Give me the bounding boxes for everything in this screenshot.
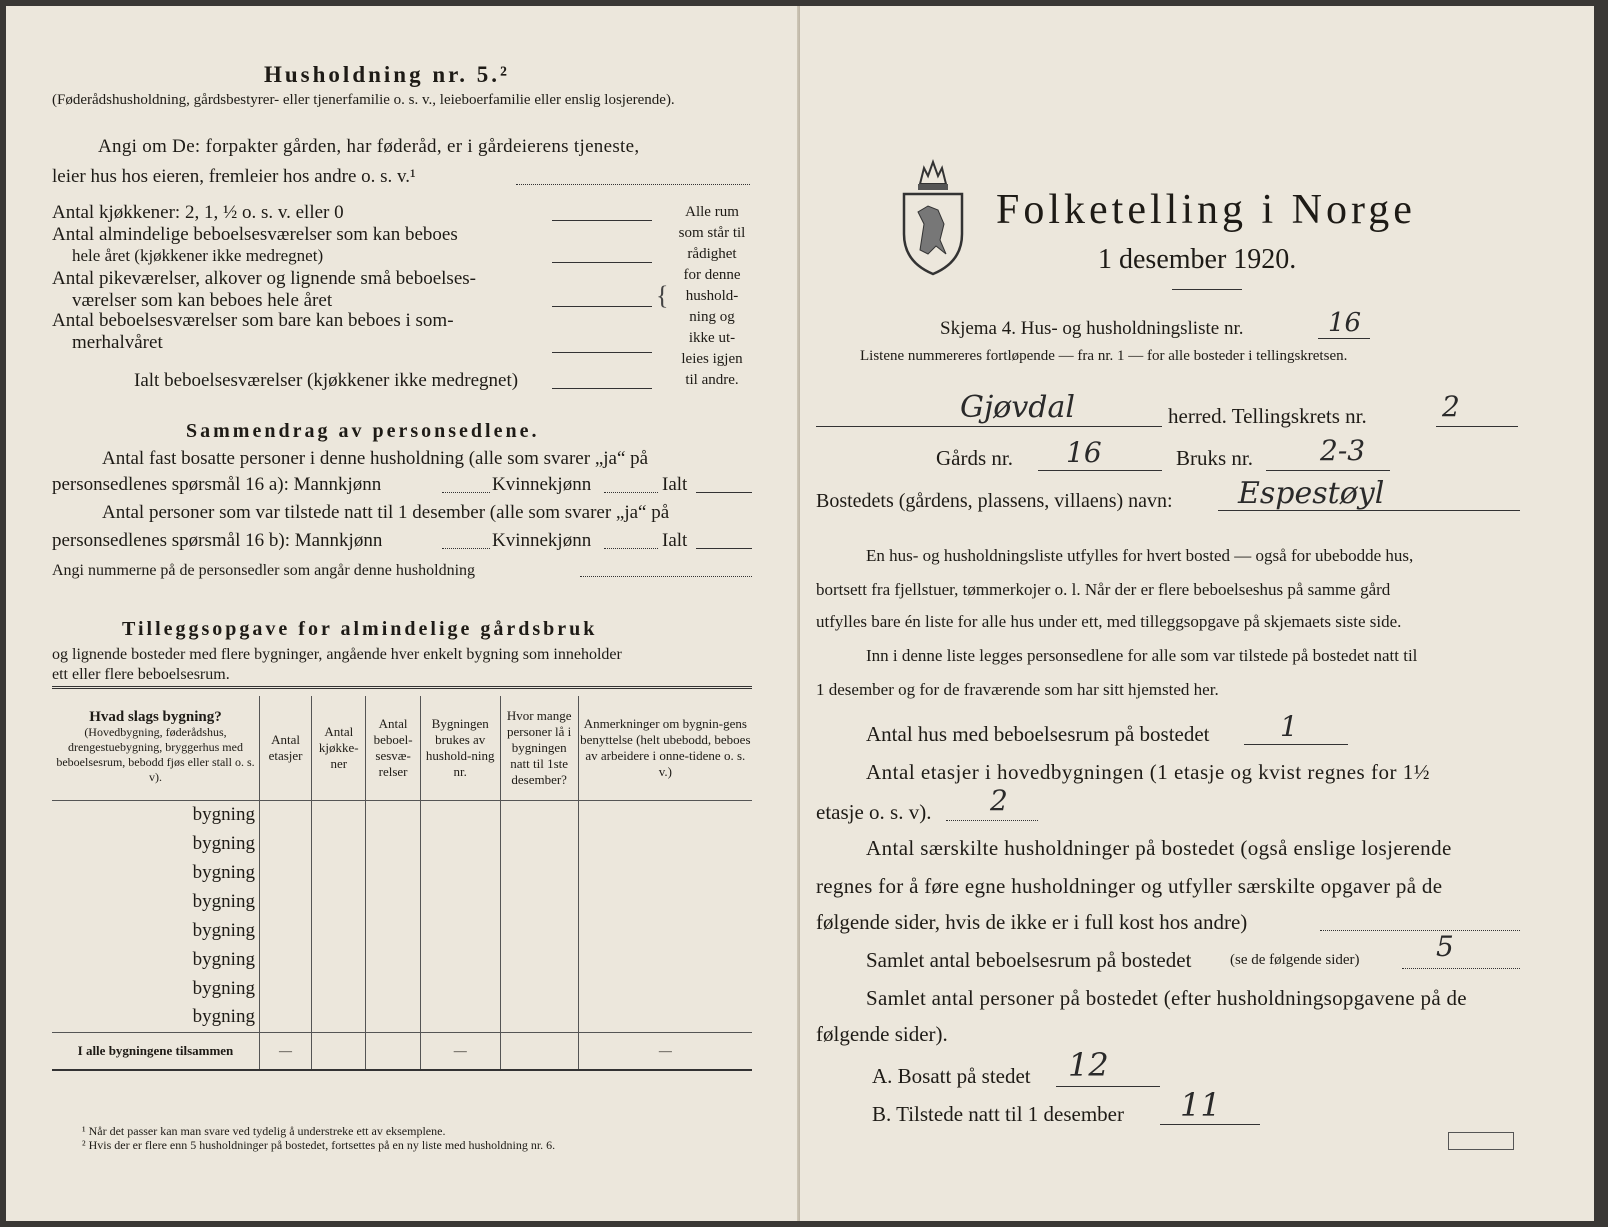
total-row-label: I alle bygningene tilsammen (77, 1042, 234, 1058)
row-label: bygning (192, 1006, 255, 1028)
etasjer-line2: etasje o. s. v). (816, 800, 932, 824)
th-building-type-note: (Hovedbygning, føderådshus, drengestuebygning, bryggerhus med beboelsesrum, bebodd fjøs eller stall o. s. v). (56, 725, 255, 785)
ialt-label-1: Ialt (662, 474, 688, 495)
th-building-type: Hvad slags bygning? (89, 709, 222, 726)
ialt-rooms-line: Ialt beboelsesværelser (kjøkkener ikke medregnet) (134, 370, 519, 391)
row-label: bygning (192, 803, 255, 825)
row-label: bygning (192, 977, 255, 999)
angi-line-2: leier hus hos eieren, fremleier hos andre o. s. v.¹ (52, 166, 416, 187)
total-etasjer: — (259, 1032, 311, 1070)
samlet-pers-line2: følgende sider). (816, 1022, 948, 1046)
para2-line2: 1 desember og for de fraværende som har sitt hjemsted her. (816, 680, 1219, 699)
para1-line2: bortsett fra fjellstuer, tømmerkojer o. l. Når der er flere beboelseshus på samme gård (816, 580, 1391, 599)
footnote-2: ² Hvis der er flere enn 5 husholdninger på bostedet, fortsettes på en ny liste med husholdning nr. 6. (82, 1138, 556, 1152)
tillegg-title: Tilleggsopgave for almindelige gårdsbruk (122, 618, 598, 640)
samlet-rum-note: (se de følgende sider) (1230, 952, 1360, 968)
row-label: bygning (192, 948, 255, 970)
tilstede-label: B. Tilstede natt til 1 desember (872, 1102, 1124, 1126)
tillegg-text-1: og lignende bosteder med flere bygninger, angående hver enkelt bygning som inneholder (52, 646, 622, 663)
samlet-rum-value: 5 (1436, 930, 1454, 963)
samlet-pers-line1: Samlet antal personer på bostedet (efter husholdningsopgavene på de (866, 986, 1467, 1010)
bruks-value: 2-3 (1320, 434, 1366, 467)
numbering-note: Listene nummereres fortløpende — fra nr. 1 — for alle bosteder i tellingskretsen. (860, 348, 1348, 364)
total-anmerkninger: — (578, 1032, 752, 1070)
samlet-rum-label: Samlet antal beboelsesrum på bostedet (866, 948, 1192, 972)
herred-value: Gjøvdal (960, 390, 1075, 425)
para1-line3: utfylles bare én liste for alle hus under ett, med tilleggsopgave på skjemaets siste side. (816, 612, 1402, 631)
saerskilte-line2: regnes for å føre egne husholdninger og utfyller særskilte opgaver på de (816, 874, 1443, 898)
bruks-label: Bruks nr. (1176, 446, 1254, 470)
krets-value: 2 (1442, 390, 1460, 423)
ialt-label-2: Ialt (662, 530, 688, 551)
total-husholdning: — (420, 1032, 500, 1070)
para1-line1: En hus- og husholdningsliste utfylles for hvert bosted — også for ubebodde hus, (866, 546, 1414, 565)
summary-title: Sammendrag av personsedlene. (186, 420, 540, 442)
saerskilte-line3: følgende sider, hvis de ikke er i full kost hos andre) (816, 910, 1248, 934)
kvinne-label-1: Kvinnekjønn (492, 474, 592, 495)
kitchens-line: Antal kjøkkener: 2, 1, ½ o. s. v. eller 0 (52, 202, 344, 223)
brace: { (656, 281, 669, 310)
gards-value: 16 (1066, 436, 1102, 469)
row-label: bygning (192, 890, 255, 912)
skjema-label: Skjema 4. Hus- og husholdningsliste nr. (940, 318, 1244, 339)
bosatt-value: 12 (1068, 1046, 1109, 1084)
hus-value: 1 (1280, 710, 1298, 743)
summary-line-1: Antal fast bosatte personer i denne husholdning (alle som svarer „ja“ på (102, 448, 649, 469)
building-table (52, 696, 752, 1071)
row-label: bygning (192, 861, 255, 883)
summary-line-4: Antal personer som var tilstede natt til 1 desember (alle som svarer „ja“ på (102, 502, 670, 523)
rooms-line-6: merhalvåret (72, 332, 163, 353)
saerskilte-line1: Antal særskilte husholdninger på bostedet (også enslige losjerende (866, 836, 1452, 860)
gards-label: Gårds nr. (936, 446, 1013, 470)
th-kjokkener: Antal kjøkke-ner (312, 696, 366, 800)
bosted-label: Bostedets (gårdens, plassens, villaens) navn: (816, 490, 1173, 512)
census-date: 1 desember 1920. (1098, 244, 1297, 275)
th-husholdning-nr: Bygningen brukes av hushold-ning nr. (420, 696, 500, 800)
tillegg-text-2: ett eller flere beboelsesrum. (52, 666, 230, 683)
rooms-line-4: værelser som kan beboes hele året (72, 290, 333, 311)
rooms-line-3: Antal pikeværelser, alkover og lignende små beboelses- (52, 268, 476, 289)
etasjer-line1: Antal etasjer i hovedbygningen (1 etasje og kvist regnes for 1½ (866, 760, 1430, 784)
para2-line1: Inn i denne liste legges personsedlene for alle som var tilstede på bostedet natt til (866, 646, 1418, 665)
angi-line-1: Angi om De: forpakter gården, har føderåd, er i gårdeierens tjeneste, (98, 136, 640, 157)
right-page (800, 6, 1594, 1221)
printer-stamp (1448, 1132, 1514, 1150)
row-label: bygning (192, 832, 255, 854)
etasjer-value: 2 (990, 784, 1008, 817)
rooms-line-5: Antal beboelsesværelser som bare kan beboes i som- (52, 310, 454, 331)
summary-line-5: personsedlenes spørsmål 16 b): Mannkjønn (52, 530, 383, 551)
row-label: bygning (192, 919, 255, 941)
th-anmerkninger: Anmerkninger om bygnin-gens benyttelse (helt ubebodd, beboes av arbeidere i onne-tidene o. s. v.) (578, 696, 752, 800)
main-title: Folketelling i Norge (996, 187, 1416, 233)
rooms-line-2: hele året (kjøkkener ikke medregnet) (72, 246, 324, 265)
skjema-nr-value: 16 (1328, 308, 1362, 338)
kvinne-label-2: Kvinnekjønn (492, 530, 592, 551)
th-beboelsesvaerelser: Antal beboel-sesvæ-relser (366, 696, 420, 800)
summary-line-8: Angi nummerne på de personsedler som angår denne husholdning (52, 562, 476, 579)
hus-label: Antal hus med beboelsesrum på bostedet (866, 722, 1210, 746)
tilstede-value: 11 (1180, 1086, 1221, 1124)
bosted-value: Espestøyl (1238, 476, 1385, 511)
household-note: (Føderådshusholdning, gårdsbestyrer- eller tjenerfamilie o. s. v., leieboerfamilie eller enslig losjerende). (52, 92, 675, 108)
left-page (6, 6, 800, 1221)
th-etasjer: Antal etasjer (259, 696, 311, 800)
brace-note: Alle rum som står til rådighet for denne hushold- ning og ikke ut- leies igjen til andre. (678, 204, 746, 388)
summary-line-2: personsedlenes spørsmål 16 a): Mannkjønn (52, 474, 382, 495)
norway-coat-of-arms-icon (898, 154, 968, 278)
th-personer: Hvor mange personer lå i bygningen natt til 1ste desember? (500, 696, 578, 800)
footnote-1: ¹ Når det passer kan man svare ved tydelig å understreke ett av eksemplene. (82, 1124, 446, 1138)
household-title: Husholdning nr. 5.² (264, 62, 510, 87)
rooms-line-1: Antal almindelige beboelsesværelser som kan beboes (52, 224, 458, 245)
herred-label: herred. Tellingskrets nr. (1168, 404, 1367, 428)
bosatt-label: A. Bosatt på stedet (872, 1064, 1031, 1088)
